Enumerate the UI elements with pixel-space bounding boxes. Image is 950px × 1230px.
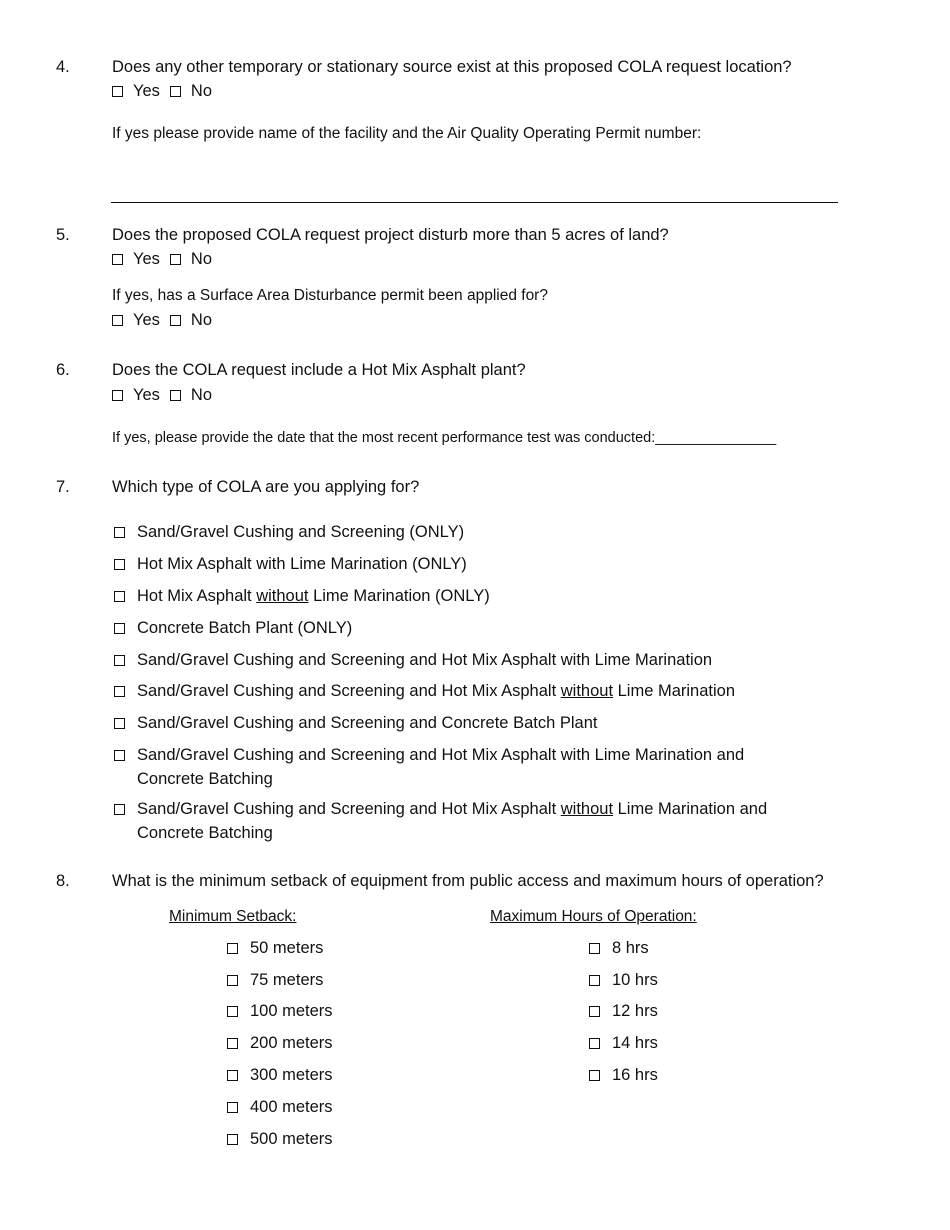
setback-checkbox[interactable] [227,1102,238,1113]
setback-checkbox[interactable] [227,1038,238,1049]
q5-followup-no-label: No [190,311,213,329]
setback-label: 500 meters [250,1130,333,1148]
q7-option-checkbox[interactable] [114,655,125,666]
q5-followup-yes-checkbox[interactable] [112,315,123,326]
q6-number: 6. [56,361,70,379]
q7-option[interactable] [114,522,464,543]
q7-option-emphasis: without [256,587,309,605]
q7-text: Which type of COLA are you applying for? [112,478,420,496]
q4-no-checkbox[interactable] [170,86,181,97]
q7-option-text: Hot Mix Asphalt with Lime Marination (ONLY) [137,555,467,573]
q8-text: What is the minimum setback of equipment from public access and maximum hours of operation? [112,872,824,890]
q7-option-checkbox[interactable] [114,750,125,761]
q5-followup-yes-label: Yes [133,311,160,329]
q7-option[interactable] [114,650,712,671]
q6-text: Does the COLA request include a Hot Mix Asphalt plant? [112,361,526,379]
q7-option-text: Lime Marination and [613,800,768,818]
q7-option-checkbox[interactable] [114,686,125,697]
q7-option-text-line2: Concrete Batching [137,823,273,842]
q6-yes-no [112,385,218,406]
q7-option-checkbox[interactable] [114,559,125,570]
setback-checkbox[interactable] [227,943,238,954]
setback-label: 75 meters [250,971,324,989]
hours-label: 16 hrs [612,1066,658,1084]
setback-label: 50 meters [250,939,324,957]
hours-label: 12 hrs [612,1002,658,1020]
setback-checkbox[interactable] [227,1006,238,1017]
hours-option[interactable] [589,938,649,959]
setback-checkbox[interactable] [227,1134,238,1145]
q7-option-text: Sand/Gravel Cushing and Screening and Hot Mix Asphalt with Lime Marination [137,651,713,669]
q5-yes-no [112,249,218,270]
hours-label: 8 hrs [612,939,649,957]
setback-option[interactable] [227,1097,333,1118]
setback-checkbox[interactable] [227,1070,238,1081]
hours-checkbox[interactable] [589,943,600,954]
q7-option-text: Sand/Gravel Cushing and Screening and Hot Mix Asphalt [137,800,561,818]
hours-option[interactable] [589,1065,658,1086]
q5-followup-no-checkbox[interactable] [170,315,181,326]
setback-option[interactable] [227,1033,333,1054]
q7-option[interactable] [114,681,735,702]
q7-option-text: Sand/Gravel Cushing and Screening and Concrete Batch Plant [137,714,598,732]
q7-option[interactable] [114,745,744,789]
q5-text: Does the proposed COLA request project disturb more than 5 acres of land? [112,226,669,244]
setback-label: 100 meters [250,1002,333,1020]
q7-option-checkbox[interactable] [114,591,125,602]
q7-option[interactable] [114,799,767,843]
q7-option-text: Hot Mix Asphalt [137,587,257,605]
hours-option[interactable] [589,970,658,991]
q5-followup: If yes, has a Surface Area Disturbance permit been applied for? [112,287,548,304]
setback-option[interactable] [227,970,323,991]
q7-option[interactable] [114,586,490,607]
q7-option-emphasis: without [560,800,614,818]
hours-checkbox[interactable] [589,1038,600,1049]
q5-yes-label: Yes [133,250,160,268]
setback-label: 400 meters [250,1098,333,1116]
q5-number: 5. [56,226,70,244]
q7-option-text: Lime Marination [613,682,736,700]
q4-no-label: No [190,82,213,100]
hours-header: Maximum Hours of Operation: [490,908,697,925]
setback-option[interactable] [227,1001,333,1022]
q4-yes-no [112,81,218,102]
q4-text: Does any other temporary or stationary source exist at this proposed COLA request location? [112,58,792,76]
q7-option-text: Lime Marination (ONLY) [308,587,490,605]
q6-followup: If yes, please provide the date that the most recent performance test was conducted:_______________ [112,430,777,446]
setback-option[interactable] [227,938,323,959]
q7-option[interactable] [114,713,597,734]
q7-option-text: Sand/Gravel Cushing and Screening and Hot Mix Asphalt [137,682,561,700]
q6-yes-label: Yes [133,386,160,404]
setback-label: 200 meters [250,1034,333,1052]
q5-yes-checkbox[interactable] [112,254,123,265]
q6-yes-checkbox[interactable] [112,390,123,401]
setback-checkbox[interactable] [227,975,238,986]
q4-yes-checkbox[interactable] [112,86,123,97]
q5-no-label: No [190,250,213,268]
q7-number: 7. [56,478,70,496]
q6-no-checkbox[interactable] [170,390,181,401]
q5-no-checkbox[interactable] [170,254,181,265]
setback-option[interactable] [227,1129,333,1150]
setback-option[interactable] [227,1065,333,1086]
q6-no-label: No [190,386,213,404]
setback-header: Minimum Setback: [169,908,297,925]
hours-option[interactable] [589,1033,658,1054]
hours-label: 10 hrs [612,971,658,989]
q7-option[interactable] [114,554,467,575]
q7-option-checkbox[interactable] [114,718,125,729]
q7-option[interactable] [114,618,352,639]
setback-label: 300 meters [250,1066,333,1084]
q7-option-checkbox[interactable] [114,804,125,815]
q7-option-checkbox[interactable] [114,527,125,538]
q7-option-emphasis: without [560,682,614,700]
q7-option-text: Sand/Gravel Cushing and Screening (ONLY) [137,523,465,541]
q4-followup: If yes please provide name of the facility and the Air Quality Operating Permit number: [112,125,702,142]
q4-number: 4. [56,58,70,76]
hours-checkbox[interactable] [589,1070,600,1081]
hours-option[interactable] [589,1001,658,1022]
q4-yes-label: Yes [133,82,160,100]
q7-option-text: Sand/Gravel Cushing and Screening and Hot Mix Asphalt with Lime Marination and [137,746,745,764]
q7-option-checkbox[interactable] [114,623,125,634]
q4-answer-line[interactable] [111,202,838,203]
hours-checkbox[interactable] [589,975,600,986]
q8-number: 8. [56,872,70,890]
q5-followup-yes-no [112,310,218,331]
q7-option-text: Concrete Batch Plant (ONLY) [137,619,353,637]
q7-option-text-line2: Concrete Batching [137,769,273,788]
hours-label: 14 hrs [612,1034,658,1052]
hours-checkbox[interactable] [589,1006,600,1017]
